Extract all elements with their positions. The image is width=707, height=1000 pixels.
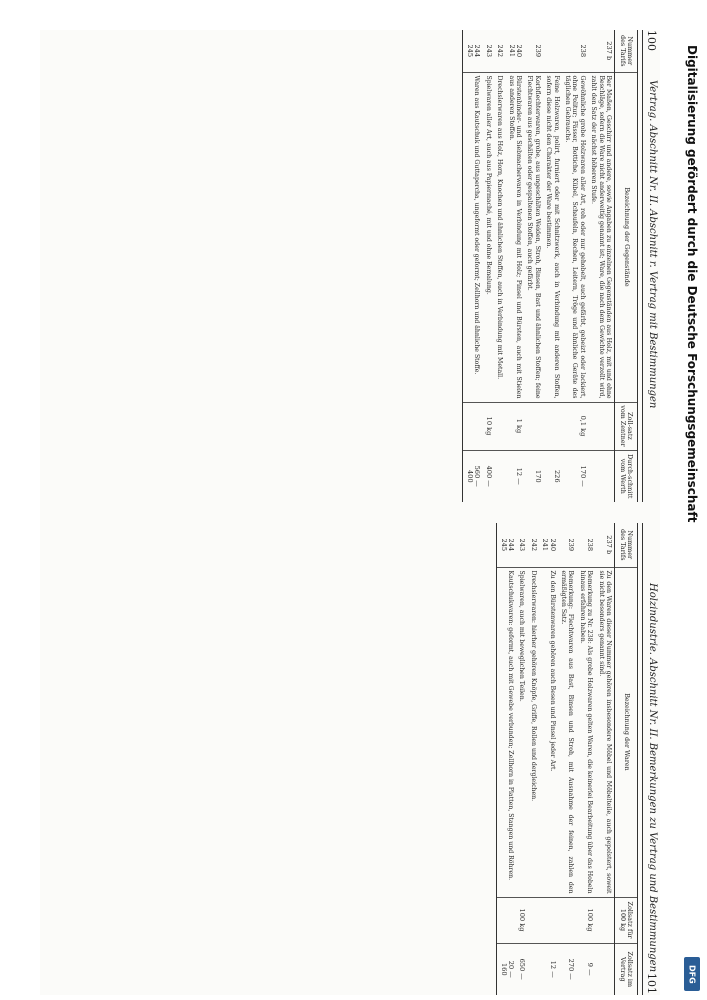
duty-rate <box>497 897 516 943</box>
item-description: Kautschukwaren: geformt, auch mit Gewebe verbunden; Zellhorn in Platten, Stangen und Röhren. <box>497 567 516 897</box>
duty-rate: 100 kg <box>516 897 527 943</box>
tariff-number: 242 <box>529 538 538 552</box>
table-row <box>463 30 482 502</box>
table-row <box>588 30 615 502</box>
left-table-body <box>463 30 615 502</box>
left-page-number: 100 <box>645 30 658 51</box>
scanned-page-spread <box>40 30 660 995</box>
duty-rate <box>527 897 538 943</box>
duty-value <box>588 450 615 502</box>
item-description: Feine Holzwaren, polirt, furniert oder mit Schnitzwerk, auch in Verbindung mit anderen Stoffen, sofern diese nicht den Charakter der Ware bestimmen. <box>543 72 562 402</box>
table-row <box>558 523 577 995</box>
item-description: Gewöhnliche grobe Holzwaren aller Art, roh oder nur gehobelt, auch gefärbt, gebeizt oder lackiert, ohne Politur; Fässer, Bottiche, Kübel, Schaufeln, Rechen, Leitern, Tröge und ähnliche Geräte des täglichen Gebrauchs. <box>562 72 588 402</box>
table-row <box>576 523 595 995</box>
item-description: Bürstenbinder- und Siebmacherwaren in Verbindung mit Holz; Pinsel und Bürsten, auch mit Stielen aus anderen Stoffen. <box>505 72 524 402</box>
duty-rate <box>494 402 505 450</box>
tariff-number: 240 241 <box>507 44 523 58</box>
item-description: Korbflechterwaren, grobe, aus ungeschälten Weiden, Stroh, Binsen, Bast und ähnlichen Stoffen; feine Flechtwaren aus geschälten oder gespaltenen Stoffen, auch gefärbt. <box>524 72 543 402</box>
funding-notice: Digitalisierung gefördert durch die Deutsche Forschungsgemeinschaft <box>685 45 699 523</box>
table-row <box>527 523 538 995</box>
item-description: Zu den Waren dieser Nummer gehören insbesondere Möbel und Möbelteile, auch gepolstert, soweit sie nicht besonders genannt sind. <box>595 567 614 897</box>
left-column-header: Nummer des Tarifs <box>615 30 638 72</box>
duty-value: 12 — <box>505 450 524 502</box>
tariff-number: 239 <box>533 44 542 58</box>
tariff-number: 238 <box>578 44 587 58</box>
duty-rate: 100 kg <box>576 897 595 943</box>
tariff-number: 237 b <box>605 41 613 61</box>
table-row <box>524 30 543 502</box>
duty-rate <box>558 897 577 943</box>
duty-rate <box>463 402 482 450</box>
item-description: Spielwaren, auch mit beweglichen Teilen. <box>516 567 527 897</box>
item-description: Spielwaren aller Art, auch aus Papiermaché, mit und ohne Bemalung. <box>482 72 493 402</box>
left-table-header <box>615 30 638 502</box>
right-running-head: Holzindustrie. Abschnitt Nr. II. Bemerkungen zu Vertrag und Bestimmungen <box>647 583 658 973</box>
tariff-number: 243 <box>484 44 493 58</box>
left-column-header: Durch-schnitt vom Werth <box>615 450 638 502</box>
left-column-header: Zoll-satz vom Zentner <box>615 402 638 450</box>
right-table-body <box>497 523 615 995</box>
duty-value: 226 <box>543 450 562 502</box>
right-page <box>40 523 660 995</box>
duty-rate <box>588 402 615 450</box>
duty-rate: 0,1 kg <box>562 402 588 450</box>
duty-value: 170 — <box>562 450 588 502</box>
table-row <box>497 523 516 995</box>
duty-rate: 1 kg <box>505 402 524 450</box>
left-running-head: Vertrag. Abschnitt Nr. II. Abschnitt r. Vertrag mit Bestimmungen <box>647 80 658 409</box>
item-description: Waren aus Kautschuk und Guttapercha, ungeformt oder geformt; Zellhorn und ähnliche Stoffe. <box>463 72 482 402</box>
duty-value <box>527 943 538 995</box>
item-description: Zu den Bürstenwaren gehören auch Besen und Pinsel jeder Art. <box>539 567 558 897</box>
duty-rate <box>543 402 562 450</box>
duty-rate <box>539 897 558 943</box>
tariff-number: 237 b <box>605 535 613 555</box>
tariff-number: 242 <box>496 44 505 58</box>
right-column-header: Zollsatz für 100 kg <box>615 897 638 943</box>
duty-value: 20 — 160 <box>497 943 516 995</box>
item-description: Ber Maßen, Geschirr und andere, sowie Angaben zu einzelnen Gegenständen aus Holz, mit und ohne Beschläge, sofern die Ware nicht anderweitig genannt ist; Ware, die nach dem Gewichte verzollt wird, zahlt den Satz der nächst höheren Stufe. <box>588 72 615 402</box>
tariff-number: 239 <box>567 538 576 552</box>
duty-value: 170 <box>524 450 543 502</box>
tariff-number: 243 <box>518 538 527 552</box>
table-row <box>543 30 562 502</box>
duty-rate <box>524 402 543 450</box>
right-page-number: 101 <box>645 973 658 994</box>
tariff-number: 244 245 <box>463 30 482 72</box>
dfg-logo-icon: DFG <box>684 957 700 991</box>
table-row <box>595 523 614 995</box>
table-row <box>505 30 524 502</box>
duty-value: 12 — <box>539 943 558 995</box>
table-row <box>562 30 588 502</box>
right-column-header: Nummer des Tarifs <box>615 523 638 567</box>
duty-value <box>595 943 614 995</box>
left-page <box>40 30 660 502</box>
duty-value: 270 — <box>558 943 577 995</box>
duty-rate: 10 kg <box>482 402 493 450</box>
duty-value <box>494 450 505 502</box>
right-tariff-table <box>496 523 638 995</box>
duty-value: 650 — <box>516 943 527 995</box>
duty-value: 560 — 400 <box>463 450 482 502</box>
left-tariff-table <box>463 30 639 502</box>
table-row <box>539 523 558 995</box>
tariff-number: 240 241 <box>541 538 557 552</box>
duty-rate <box>595 897 614 943</box>
item-description: Drechslerwaren aus Holz, Horn, Knochen und ähnlichen Stoffen, auch in Verbindung mit Metall. <box>494 72 505 402</box>
right-column-header: Bezeichnung der Waren <box>615 567 638 897</box>
left-column-header: Bezeichnung der Gegenstände <box>615 72 638 402</box>
tariff-number <box>543 30 562 72</box>
duty-value: 9 — <box>576 943 595 995</box>
right-head-rule <box>642 523 643 995</box>
table-row <box>482 30 493 502</box>
item-description: Bemerkung zu Nr. 238: Als grobe Holzwaren gelten Waren, die keinerlei Bearbeitung über das Hobeln hinaus erfahren haben. <box>576 567 595 897</box>
right-table-header <box>615 523 638 995</box>
left-head-rule <box>642 30 643 502</box>
item-description: Bemerkung: Flechtwaren aus Bast, Binsen und Stroh, mit Ausnahme der feinen, zahlen den ermäßigten Satz. <box>558 567 577 897</box>
item-description: Drechslerwaren: hierher gehören Knöpfe, Griffe, Rollen und dergleichen. <box>527 567 538 897</box>
tariff-number: 244 245 <box>497 523 516 567</box>
table-row <box>494 30 505 502</box>
tariff-number: 238 <box>586 538 595 552</box>
right-column-header: Zollsatz im Vertrag <box>615 943 638 995</box>
duty-value: 400 — <box>482 450 493 502</box>
table-row <box>516 523 527 995</box>
